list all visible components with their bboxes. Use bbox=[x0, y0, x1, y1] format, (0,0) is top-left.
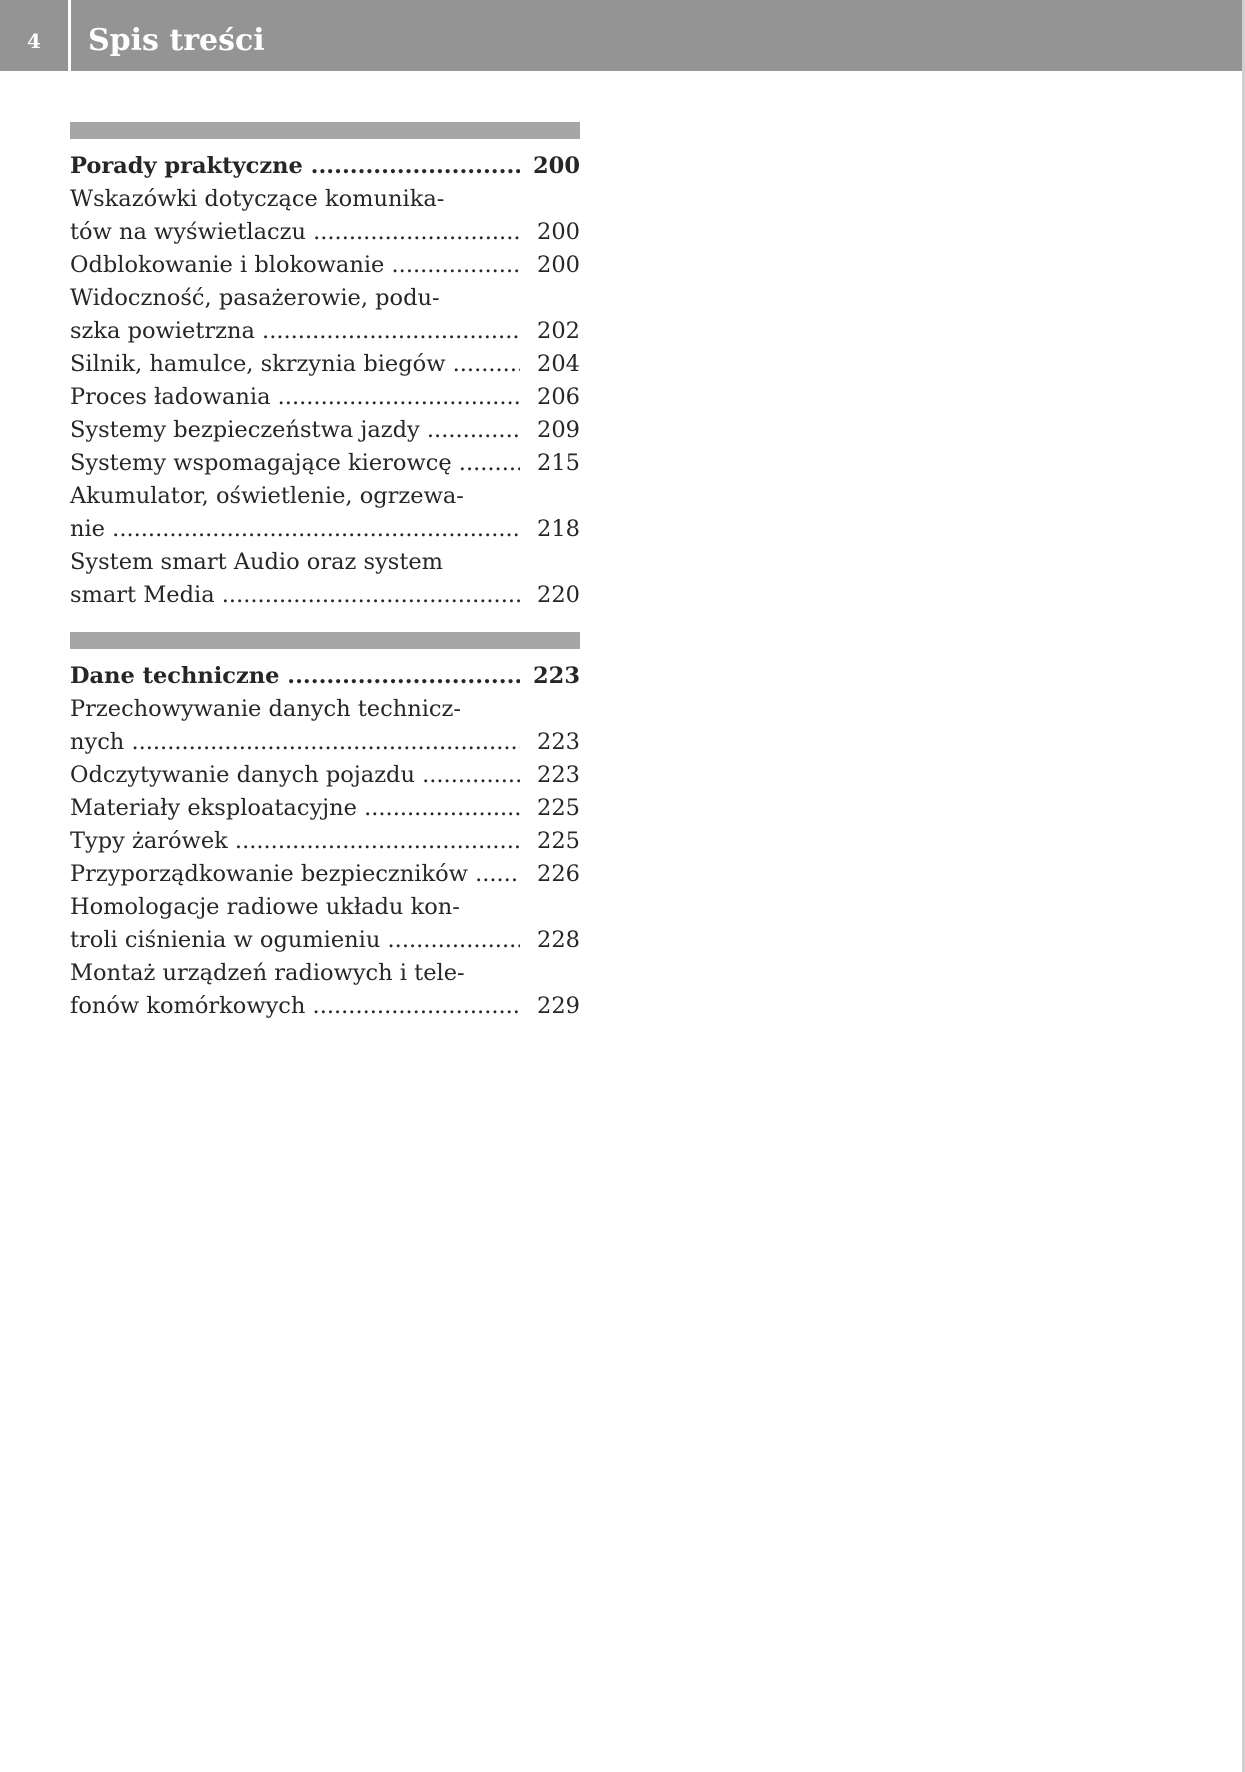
toc-section-porady-praktyczne bbox=[70, 122, 580, 612]
entry-text: tów na wyświetlaczu ..... bbox=[70, 216, 520, 249]
entry-text: Silnik, hamulce, skrzynia biegów ..... bbox=[70, 348, 520, 381]
entry-page: 228 bbox=[537, 927, 580, 953]
entry-text: Montaż urządzeń radiowych i tele- bbox=[70, 960, 465, 986]
entry-page: 202 bbox=[537, 318, 580, 344]
entry-page: 215 bbox=[537, 450, 580, 476]
toc-entry[interactable] bbox=[70, 825, 580, 858]
entry-page: 218 bbox=[537, 516, 580, 542]
toc-section-dane-techniczne bbox=[70, 632, 580, 1023]
toc-entry[interactable] bbox=[70, 759, 580, 792]
entry-text: Systemy bezpieczeństwa jazdy ..... bbox=[70, 414, 520, 447]
section-bar bbox=[70, 122, 580, 139]
section-page: 223 bbox=[533, 663, 580, 689]
entry-text: szka powietrzna ..... bbox=[70, 315, 520, 348]
entry-page: 209 bbox=[537, 417, 580, 443]
entry-text: Akumulator, oświetlenie, ogrzewa- bbox=[70, 483, 464, 509]
toc-entry[interactable] bbox=[70, 249, 580, 282]
entry-text: System smart Audio oraz system bbox=[70, 549, 444, 575]
toc-entry[interactable] bbox=[70, 480, 580, 546]
section-title: Porady praktyczne ..... bbox=[70, 150, 520, 183]
section-title: Dane techniczne ..... bbox=[70, 660, 520, 693]
toc-entry[interactable] bbox=[70, 282, 580, 348]
toc-entry[interactable] bbox=[70, 858, 580, 891]
section-page: 200 bbox=[533, 153, 580, 179]
toc-entry[interactable] bbox=[70, 414, 580, 447]
entry-page: 204 bbox=[537, 351, 580, 377]
entry-text: Odczytywanie danych pojazdu ..... bbox=[70, 759, 520, 792]
entry-page: 223 bbox=[537, 729, 580, 755]
entry-text: smart Media ..... bbox=[70, 579, 520, 612]
entry-page: 200 bbox=[537, 219, 580, 245]
toc-entry[interactable] bbox=[70, 957, 580, 1023]
page-number: 4 bbox=[27, 28, 41, 53]
toc-entry[interactable] bbox=[70, 348, 580, 381]
toc-section-heading[interactable] bbox=[70, 660, 580, 693]
entry-text: nych ..... bbox=[70, 726, 520, 759]
entry-page: 226 bbox=[537, 861, 580, 887]
entry-text: Typy żarówek ..... bbox=[70, 825, 520, 858]
entry-page: 223 bbox=[537, 762, 580, 788]
toc-entry[interactable] bbox=[70, 447, 580, 480]
toc-entry[interactable] bbox=[70, 183, 580, 249]
entry-text: Homologacje radiowe układu kon- bbox=[70, 894, 460, 920]
entry-text: nie ..... bbox=[70, 513, 520, 546]
entry-page: 225 bbox=[537, 828, 580, 854]
toc-entry[interactable] bbox=[70, 546, 580, 612]
toc-entry[interactable] bbox=[70, 693, 580, 759]
entry-text: fonów komórkowych ..... bbox=[70, 990, 520, 1023]
header-divider bbox=[68, 0, 71, 71]
entry-page: 229 bbox=[537, 993, 580, 1019]
entry-text: troli ciśnienia w ogumieniu ..... bbox=[70, 924, 520, 957]
section-bar bbox=[70, 632, 580, 649]
entry-text: Proces ładowania ..... bbox=[70, 381, 520, 414]
entry-page: 200 bbox=[537, 252, 580, 278]
entry-page: 206 bbox=[537, 384, 580, 410]
toc-section-heading[interactable] bbox=[70, 150, 580, 183]
entry-text: Odblokowanie i blokowanie ..... bbox=[70, 249, 520, 282]
entry-page: 220 bbox=[537, 582, 580, 608]
entry-text: Wskazówki dotyczące komunika- bbox=[70, 186, 445, 212]
toc-entry[interactable] bbox=[70, 891, 580, 957]
entry-page: 225 bbox=[537, 795, 580, 821]
entry-text: Systemy wspomagające kierowcę ..... bbox=[70, 447, 520, 480]
toc-entry[interactable] bbox=[70, 381, 580, 414]
entry-text: Widoczność, pasażerowie, podu- bbox=[70, 285, 440, 311]
entry-text: Przyporządkowanie bezpieczników ..... bbox=[70, 858, 520, 891]
page-header bbox=[0, 0, 1242, 71]
entry-text: Przechowywanie danych technicz- bbox=[70, 696, 461, 722]
toc-entry[interactable] bbox=[70, 792, 580, 825]
page-title: Spis treści bbox=[88, 23, 265, 58]
entry-text: Materiały eksploatacyjne ..... bbox=[70, 792, 520, 825]
